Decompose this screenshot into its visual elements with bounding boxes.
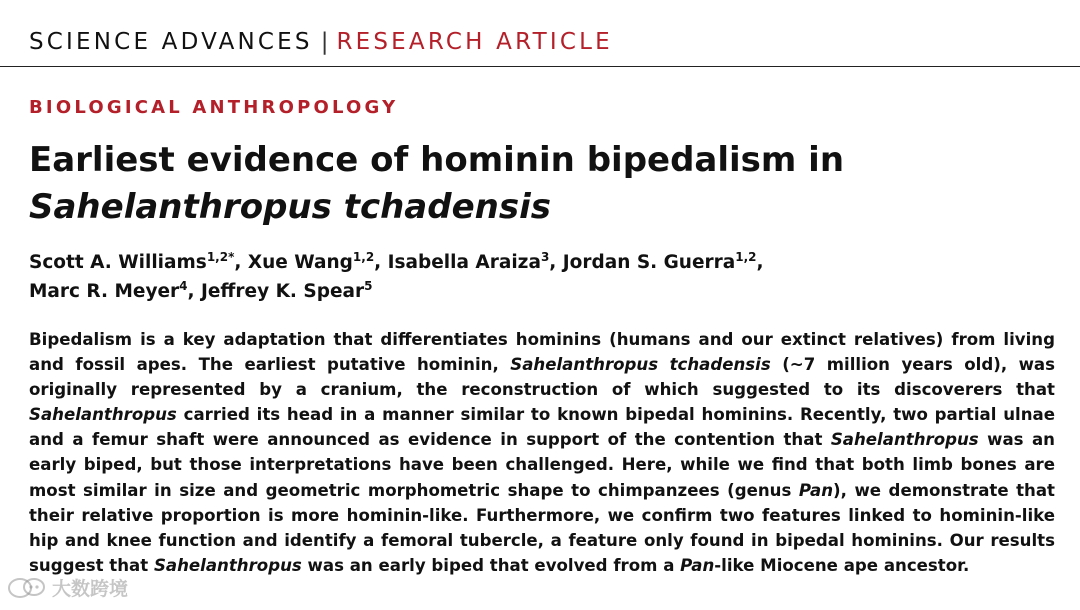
watermark-text: 大数跨境 — [52, 578, 129, 600]
author-separator: , — [756, 252, 764, 273]
abstract — [29, 327, 1055, 578]
abstract-taxon: Pan — [680, 555, 715, 575]
author[interactable] — [247, 249, 375, 273]
abstract-text: carried its head in a manner similar to known bipedal hominins. Recently, two partial ulnae and a femur shaft were announced as evidence in support of the contention that — [29, 405, 1055, 450]
author-name: Jeffrey K. Spear — [201, 281, 365, 302]
author[interactable] — [29, 249, 235, 273]
author-name: Jordan S. Guerra — [562, 252, 736, 273]
chat-bubble-logo-icon — [6, 575, 48, 601]
author-name: Marc R. Meyer — [29, 281, 180, 302]
abstract-text: Bipedalism is a key adaptation that differentiates hominins (humans and our extinct relatives) from living and fossil apes. The earliest putative hominin, — [29, 330, 1055, 375]
title-species: Sahelanthropus tchadensis — [29, 187, 551, 227]
abstract-taxon: Sahelanthropus — [153, 555, 302, 575]
author-name: Scott A. Williams — [29, 252, 207, 273]
header-divider — [0, 66, 1080, 67]
section-label: BIOLOGICAL ANTHROPOLOGY — [29, 97, 399, 118]
abstract-text: -like Miocene ape ancestor. — [714, 555, 970, 575]
header-separator: | — [320, 29, 329, 55]
author[interactable] — [201, 278, 373, 302]
abstract-taxon: Pan — [798, 480, 834, 500]
abstract-text: (~7 million years old), was originally represented by a cranium, the reconstruction of which suggested to its discoverers that — [29, 355, 1056, 400]
author-separator: , — [234, 252, 248, 273]
abstract-text: was an early biped, but those interpretations have been challenged. Here, while we find that both limb bones are most similar in size and geometric morphometric shape to chimpanzees (genus — [29, 430, 1055, 500]
author-affiliation: 4 — [179, 278, 188, 293]
corresponding-mark: * — [228, 249, 235, 264]
article-title — [29, 137, 1049, 231]
abstract-taxon: Sahelanthropus — [29, 405, 177, 425]
title-line-1: Earliest evidence of hominin bipedalism in — [29, 140, 845, 180]
journal-name: SCIENCE ADVANCES — [29, 29, 313, 55]
author-separator: , — [549, 252, 563, 273]
author[interactable] — [387, 249, 550, 273]
author-affiliation: 3 — [540, 249, 550, 264]
journal-header — [29, 29, 1080, 55]
author-affiliation: 1,2 — [352, 249, 375, 264]
abstract-paragraph — [29, 327, 1055, 578]
abstract-taxon: Sahelanthropus tchadensis — [510, 355, 771, 375]
author[interactable] — [562, 249, 757, 273]
author-affiliation: 1,2 — [206, 249, 229, 264]
author-name: Xue Wang — [247, 252, 353, 273]
author[interactable] — [29, 278, 188, 302]
author-affiliation: 5 — [364, 278, 373, 293]
abstract-text: ), we demonstrate that their relative proportion is more hominin-like. Furthermore, we confirm two features linked to hominin-like hip and knee function and identify a femoral tubercle, a feature only found in bipedal hominins. Our results suggest that — [29, 480, 1055, 575]
author-separator: , — [187, 281, 201, 302]
author-list — [29, 248, 1049, 306]
abstract-text: was an early biped that evolved from a — [301, 555, 681, 575]
article-type: RESEARCH ARTICLE — [336, 29, 613, 55]
author-affiliation: 1,2 — [735, 249, 757, 264]
watermark — [6, 574, 128, 601]
author-separator: , — [374, 252, 388, 273]
abstract-taxon: Sahelanthropus — [830, 430, 979, 450]
author-name: Isabella Araiza — [387, 252, 541, 273]
